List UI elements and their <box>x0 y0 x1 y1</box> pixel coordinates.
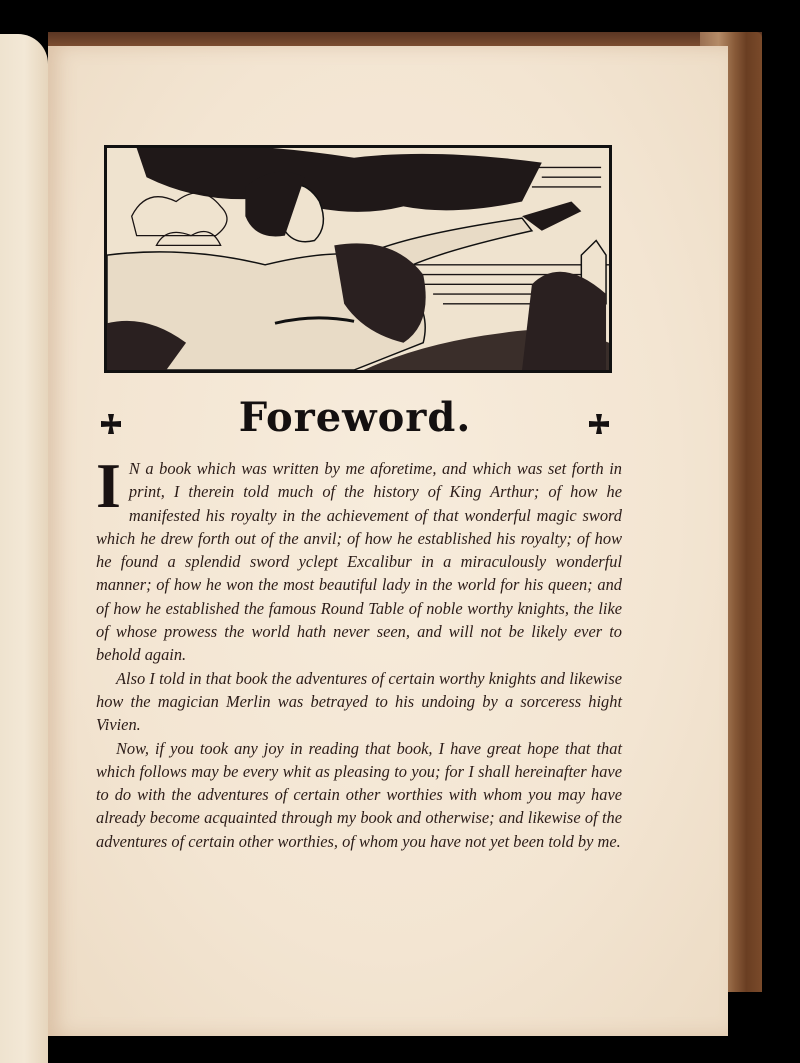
illustration-icon <box>107 148 609 370</box>
paragraph-1-text: N a book which was written by me aforetime, and which was set forth in print, I therein told much of the history of King Arthur; of how he manifested his royalty in the achievement of that wonderful magic sword which he drew forth out of the anvil; of how he established his royalty; of how he found a splendid sword yclept Excalibur in a miraculously wonderful manner; of how he won the most beautiful lady in the world for his queen; and of how he established the famous Round Table of noble worthy knights, the like of whose prowess the world hath never seen, and will not be likely ever to behold again. <box>96 459 622 665</box>
cross-pattee-icon <box>589 414 609 434</box>
book-cover-top-edge <box>48 32 762 46</box>
paragraph-2: Also I told in that book the adventures of certain worthy knights and likewise how the magician Merlin was betrayed to his undoing by a sorceress hight Vivien. <box>96 668 622 735</box>
page-title: Foreword. <box>238 394 472 441</box>
foreword-text <box>96 450 622 853</box>
paragraph-3: Now, if you took any joy in reading that book, I have great hope that that which follows may be every whit as pleasing to you; for I shall hereinafter have to do with the adventures of certain other worthies with whom you may have already become acquainted through my book and otherwise; and likewise of the adventures of certain other worthies, of whom you have not yet been told by me. <box>96 738 622 851</box>
drop-cap: I <box>96 450 121 521</box>
woodcut-illustration <box>104 145 612 373</box>
title-row <box>95 392 615 452</box>
paragraph-1 <box>96 450 622 667</box>
left-page-edge <box>0 34 48 1063</box>
